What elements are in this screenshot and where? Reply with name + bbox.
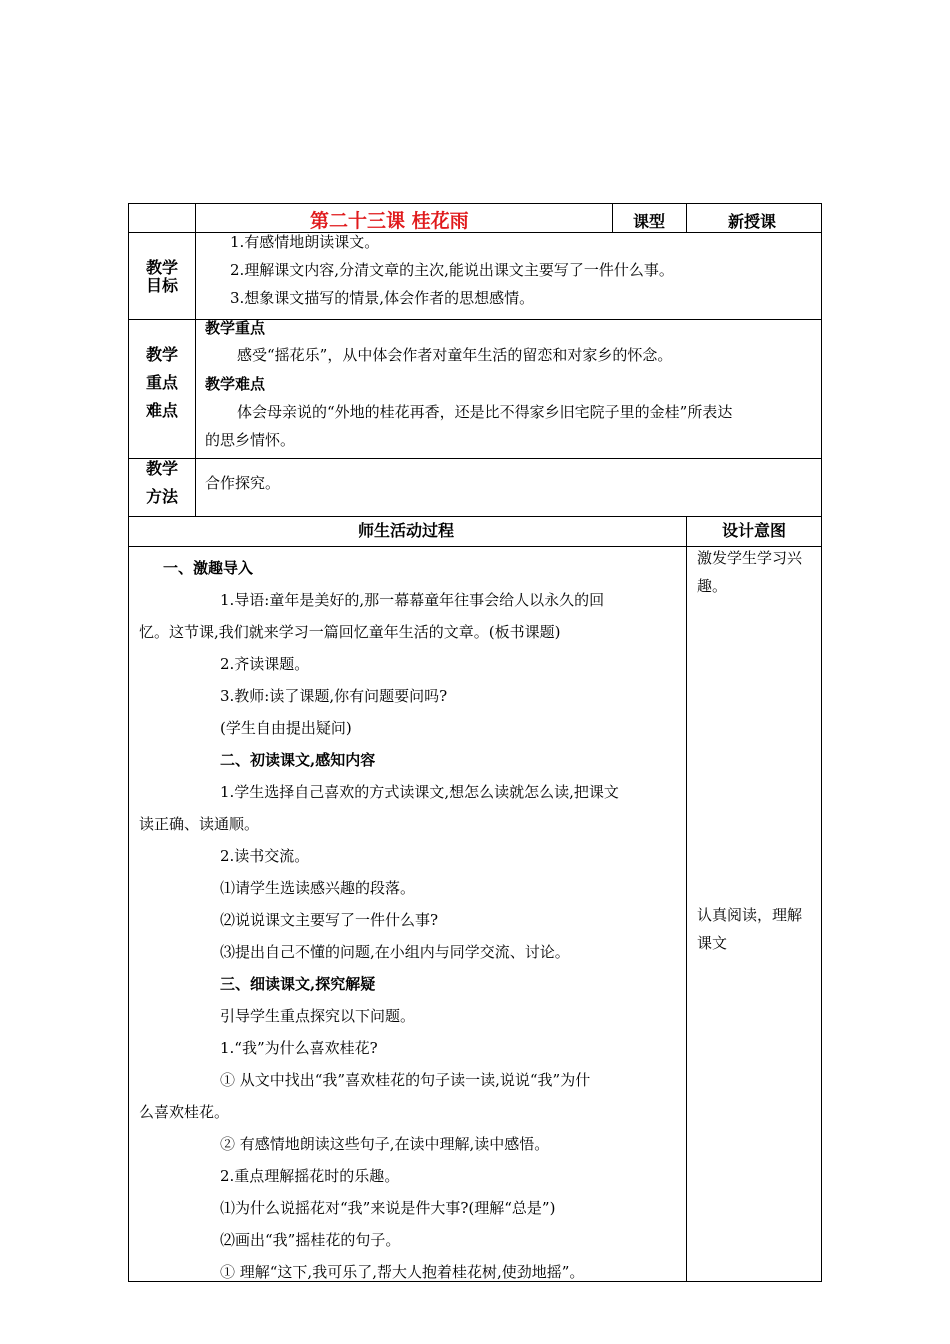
process-line: 2.重点理解摇花时的乐趣。 [220, 1167, 400, 1185]
process-line: ⑵说说课文主要写了一件什么事? [220, 911, 439, 929]
keypoints-label-line-2: 重点 [146, 373, 179, 392]
title-type-divider [612, 203, 613, 233]
difficulty-heading: 教学难点 [205, 375, 266, 393]
difficulty-text-line-1: 体会母亲说的“外地的桂花再香，还是比不得家乡旧宅院子里的金桂”所表达 [237, 403, 733, 421]
process-line: (学生自由提出疑问) [220, 719, 352, 737]
goals-label-line-2: 目标 [146, 276, 179, 295]
section-heading-2: 二、初读课文,感知内容 [220, 751, 376, 769]
process-line: 读正确、读通顺。 [139, 815, 260, 833]
process-line: ① 从文中找出“我”喜欢桂花的句子读一读,说说“我”为什 [220, 1071, 591, 1089]
table-border-right [821, 203, 822, 1282]
table-border-bottom [128, 1281, 822, 1282]
process-line: ② 有感情地朗读这些句子,在读中理解,读中感悟。 [220, 1135, 550, 1153]
goals-label-line-1: 教学 [146, 258, 179, 277]
intent-1-line-2: 趣。 [697, 577, 728, 595]
process-line: ⑵画出“我”摇桂花的句子。 [220, 1231, 401, 1249]
intent-1-line-1: 激发学生学习兴 [697, 549, 803, 567]
process-line: 3.教师:读了课题,你有问题要问吗? [220, 687, 448, 705]
method-label-line-1: 教学 [146, 459, 179, 478]
process-line: 忆。这节课,我们就来学习一篇回忆童年生活的文章。(板书课题) [139, 623, 561, 641]
type-value-divider [686, 203, 687, 233]
process-line: 1.“我”为什么喜欢桂花? [220, 1039, 378, 1057]
goal-item-1: 1.有感情地朗读课文。 [230, 233, 380, 251]
process-line: ⑴请学生选读感兴趣的段落。 [220, 879, 416, 897]
focus-text: 感受“摇花乐”，从中体会作者对童年生活的留恋和对家乡的怀念。 [237, 346, 673, 364]
process-line: ⑴为什么说摇花对“我”来说是件大事?(理解“总是”) [220, 1199, 556, 1217]
process-column-header: 师生活动过程 [358, 521, 455, 540]
goal-item-2: 2.理解课文内容,分清文章的主次,能说出课文主要写了一件什么事。 [230, 261, 674, 279]
difficulty-text-line-2: 的思乡情怀。 [205, 431, 296, 449]
focus-heading: 教学重点 [205, 319, 266, 337]
intent-2-line-1: 认真阅读，理解 [697, 906, 803, 924]
intent-column-divider [686, 516, 687, 1282]
method-text: 合作探究。 [205, 474, 281, 492]
lesson-type-value: 新授课 [728, 212, 777, 231]
lesson-type-label: 课型 [633, 212, 666, 231]
process-line: 么喜欢桂花。 [139, 1103, 230, 1121]
process-line: 1.学生选择自己喜欢的方式读课文,想怎么读就怎么读,把课文 [220, 783, 619, 801]
process-line: ⑶提出自己不懂的问题,在小组内与同学交流、讨论。 [220, 943, 570, 961]
method-label-line-2: 方法 [146, 487, 179, 506]
intent-2-line-2: 课文 [697, 934, 728, 952]
process-line: ① 理解“这下,我可乐了,帮大人抱着桂花树,使劲地摇”。 [220, 1263, 585, 1281]
table-border-left [128, 203, 129, 1282]
process-line: 引导学生重点探究以下问题。 [220, 1007, 416, 1025]
intent-column-header: 设计意图 [722, 521, 787, 540]
row-divider-method [128, 458, 822, 459]
process-line: 2.读书交流。 [220, 847, 310, 865]
label-column-divider [195, 203, 196, 517]
row-divider-process-body [128, 546, 822, 547]
table-border-top [128, 203, 822, 204]
lesson-title: 第二十三课 桂花雨 [310, 210, 469, 232]
row-divider-process-header [128, 516, 822, 517]
keypoints-label-line-1: 教学 [146, 345, 179, 364]
keypoints-label-line-3: 难点 [146, 401, 179, 420]
process-line: 2.齐读课题。 [220, 655, 310, 673]
process-line: 1.导语:童年是美好的,那一幕幕童年往事会给人以永久的回 [220, 591, 605, 609]
section-heading-1: 一、激趣导入 [163, 559, 254, 577]
section-heading-3: 三、细读课文,探究解疑 [220, 975, 376, 993]
goal-item-3: 3.想象课文描写的情景,体会作者的思想感情。 [230, 289, 535, 307]
